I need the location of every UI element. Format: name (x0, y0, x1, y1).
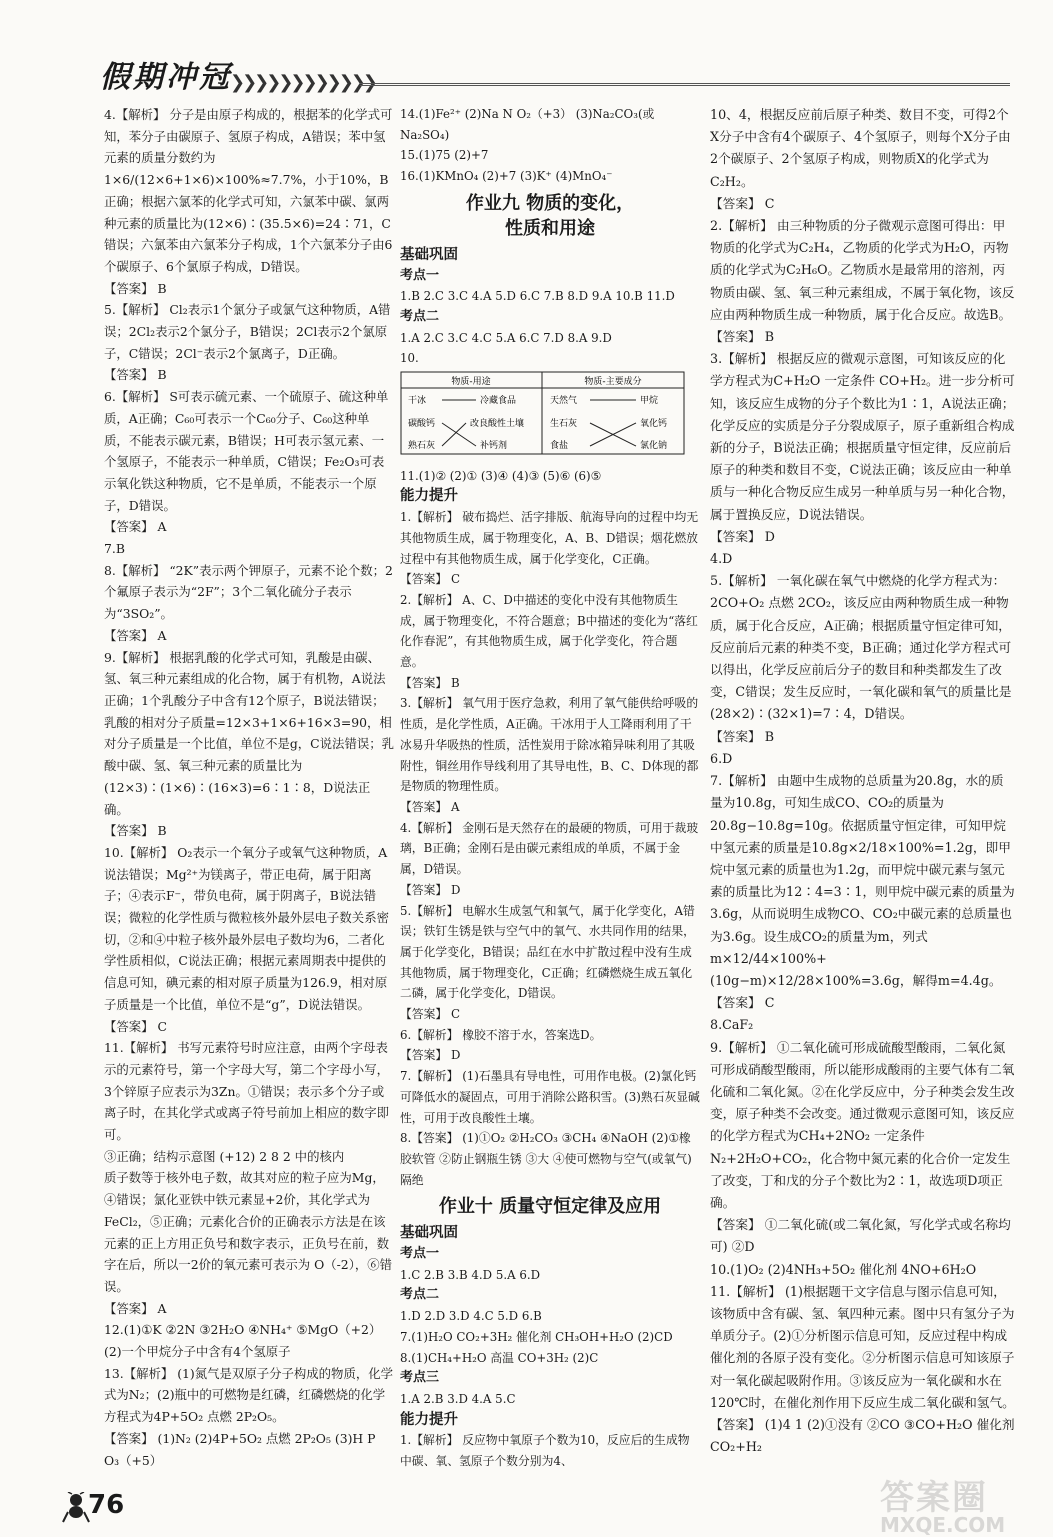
watermark-logo-text: 答案圈 (880, 1478, 988, 1518)
paragraph: 质子数等于核外电子数，故其对应的粒子应为Mg，④错误；氯化亚铁中铁元素显+2价，其化学式为FeCl₂，⑤正确；元素化合价的正确表示方法是在该元素的正上方用正负号和数字表示，正负号在前，数字在后，所以一2价的氧元素可表示为 O（-2），⑥错误。 (104, 1170, 393, 1294)
paragraph: 7.(1)H₂O CO₂+3H₂ 催化剂 CH₃OH+H₂O (2)CD (400, 1329, 673, 1344)
subsection-heading: 能力提升 (400, 1411, 458, 1428)
kaodian-label: 考点三 (400, 1370, 440, 1386)
answer: 【答案】 C (710, 195, 775, 211)
answer: 【答案】 B (104, 823, 167, 839)
paragraph: 11.(1)② (2)① (3)④ (4)③ (5)⑥ (6)⑤ (400, 468, 602, 483)
paragraph: 15.(1)75 (2)+7 (400, 148, 489, 163)
paragraph: 5.【解析】 一氧化碳在氧气中燃烧的化学方程式为：2CO+O₂ 点燃 2CO₂，该反应由两种物质生成一种物质，属于化合反应，A正确；根据质量守恒定律可知，反应前后元素的种类不变，B正确；通过化学方程式可以得出，化学反应前后分子的数目和种类都发生了改变，C错误；发生反应时，一氧化碳和氧气的质量比是(28×2)∶(32×1)=7∶4，D错误。 (710, 573, 1012, 722)
table-cell: 甲烷 (640, 396, 659, 407)
answer: 【答案】 ①二氧化硫(或二氧化氮，写化学式或名称均可) ②D (710, 1217, 1011, 1255)
table-cell: 天然气 (550, 396, 578, 407)
paragraph: 14.(1)Fe²⁺ (2)Na N O₂（+3） (3)Na₂CO₃(或Na₂SO₄) (400, 107, 655, 142)
matching-table (400, 371, 685, 455)
subsection-heading: 基础巩固 (400, 246, 458, 263)
brand-title: 假期冲冠 (100, 60, 232, 95)
paragraph: 11.【解析】 书写元素符号时应注意，由两个字母表示的元素符号，第一个字母大写，第二个字母小写，3个锌原子应表示为3Zn。①错误；表示多个分子或离子时，在其化学式或离子符号前加上相应的数字即可。 (104, 1040, 389, 1143)
paragraph: 1.【解析】 破布捣烂、活字排版、航海导向的过程中均无其他物质生成，属于物理变化，A、B、D错误；烟花燃放过程中有其他物质生成，属于化学变化，C正确。 (400, 510, 699, 566)
table-cell: 碳酸钙 (408, 419, 436, 430)
paragraph: 5.【解析】 Cl₂表示1个氯分子或氯气这种物质，A错误；2Cl₂表示2个氯分子，B错误；2Cl表示2个氯原子，C错误；2Cl⁻表示2个氯离子，D正确。 (104, 302, 391, 361)
paragraph: 7.【解析】 由题中生成物的总质量为20.8g，水的质量为10.8g，可知生成CO、CO₂的质量为20.8g−10.8g=10g。依据质量守恒定律，可知甲烷中氢元素的质量是10.8g×2/18×100%=1.2g，即甲烷中氢元素的质量也为1.2g，而甲烷中碳元素与氢元素的质量比为12∶4=3∶1，则甲烷中碳元素的质量为3.6g，从而说明生成物CO、CO₂中碳元素的总质量也为3.6g。设生成CO₂的质量为m，列式 m×12/44×100%+(10g−m)×12/28×100%=3.6g，解得m=4.4g。 (710, 773, 1015, 988)
kaodian-label: 考点二 (400, 1287, 440, 1303)
answers-line: 1.C 2.B 3.B 4.D 5.A 6.D (400, 1267, 541, 1282)
answer: 【答案】 A (104, 627, 167, 643)
paragraph: 1.【解析】 反应物中氧原子个数为10，反应后的生成物中碳、氧、氢原子个数分别为4、 (400, 1433, 690, 1469)
subsection-heading: 能力提升 (400, 488, 458, 505)
paragraph: 4.D (710, 551, 733, 567)
answer: 【答案】 B (104, 367, 167, 383)
answer: 【答案】 D (400, 1048, 461, 1063)
answer: 【答案】 B (710, 728, 775, 744)
answers-line: 1.A 2.C 3.C 4.C 5.A 6.C 7.D 8.A 9.D (400, 330, 612, 345)
page-header (0, 0, 1053, 104)
paragraph: 3.【解析】 根据反应的微观示意图，可知该反应的化学方程式为C+H₂O 一定条件 CO+H₂。进一步分析可知，该反应生成物的分子个数比为1∶1，A说法正确；化学反应的实质是分子分裂成原子，原子重新组合构成新的分子，B说法正确；根据质量守恒定律，反应前后原子的种类和数目不变，C说法正确；该反应由一种单质与一种化合物反应生成另一种单质与另一种化合物，属于置换反应，D说法错误。 (710, 351, 1015, 522)
paragraph: 8.CaF₂ (710, 1017, 754, 1033)
answers-line: 1.D 2.D 3.D 4.C 5.D 6.B (400, 1309, 542, 1324)
table-right-header: 物质-主要成分 (584, 377, 642, 388)
paragraph: 16.(1)KMnO₄ (2)+7 (3)K⁺ (4)MnO₄⁻ (400, 169, 613, 184)
page-number: 76 (88, 1490, 125, 1520)
answer: 【答案】 A (104, 1300, 167, 1316)
kaodian-label: 考点一 (400, 1246, 440, 1262)
paragraph: 8.(1)CH₄+H₂O 高温 CO+3H₂ (2)C (400, 1350, 599, 1365)
column-right (710, 104, 1019, 1458)
answers-line: 1.A 2.B 3.D 4.A 5.C (400, 1391, 516, 1406)
answer: 【答案】 D (400, 882, 461, 897)
answer: 【答案】 B (400, 675, 460, 690)
table-cell: 氧化钙 (640, 419, 668, 430)
table-cell: 食盐 (550, 441, 569, 452)
paragraph: 3.【解析】 氧气用于医疗急救，利用了氧气能供给呼吸的性质，是化学性质，A正确。干冰用于人工降雨利用了干冰易升华吸热的性质，活性炭用于除冰箱异味利用了其吸附性，铜丝用作导线利用了其导电性，B、C、D体现的都是物质的物理性质。 (400, 696, 699, 794)
answer: 【答案】 C (400, 572, 460, 587)
paragraph: 8.【解析】 “2K”表示两个钾原子，元素不论个数；2个氟原子表示为“2F”；3个二氧化硫分子表示为“3SO₂”。 (104, 562, 393, 622)
table-cell: 氯化钠 (640, 441, 668, 452)
table-cell: 冷藏食品 (480, 396, 517, 407)
table-cell: 熟石灰 (408, 441, 436, 452)
answer: 【答案】 C (710, 995, 775, 1011)
table-left-header: 物质-用途 (451, 377, 491, 388)
paragraph: 12.(1)①K ②2N ③2H₂O ④NH₄⁺ ⑤MgO（+2） (2)一个甲烷分子中含有4个氢原子 (104, 1322, 386, 1360)
question-number: 10. (400, 351, 419, 366)
section-title-10: 作业十 质量守恒定律及应用 (438, 1196, 662, 1218)
section-title-9: 作业九 物质的变化， 性质和用途 (465, 192, 635, 239)
answer: 【答案】 C (400, 1007, 460, 1022)
kaodian-label: 考点一 (400, 267, 440, 283)
paragraph: 10.【解析】 O₂表示一个氧分子或氧气这种物质，A说法错误；Mg²⁺为镁离子，带正电荷，属于阳离子；④表示F⁻，带负电荷，属于阴离子，B说法错误；微粒的化学性质与微粒核外最外层电子数关系密切，②和④中粒子核外最外层电子数均为6，二者化学性质相似，C说法正确；根据元素周期表中提供的信息可知，碘元素的相对原子质量为126.9，相对原子质量是一个比值，单位不是“g”，D说法错误。 (104, 844, 389, 1012)
answer: 【答案】 (1)N₂ (2)4P+5O₂ 点燃 2P₂O₅ (3)H P O₃（+5） (104, 1430, 380, 1468)
paragraph: 2.【解析】 由三种物质的分子微观示意图可得出：甲物质的化学式为C₂H₄，乙物质的化学式为H₂O，丙物质的化学式为C₂H₆O。乙物质水是最常用的溶剂，丙物质由碳、氢、氧三种元素组成，不属于氧化物，该反应由两种物质生成一种物质，属于化合反应。故选B。 (710, 218, 1015, 322)
ant-mascot-icon (62, 1492, 90, 1526)
watermark (880, 1470, 1040, 1537)
column-middle (400, 104, 700, 1472)
answer: 【答案】 A (104, 519, 167, 535)
answer: 【答案】 A (400, 799, 460, 814)
answer: 【答案】 (1)4 1 (2)①没有 ②CO ③CO+H₂O 催化剂 CO₂+H₂ (710, 1416, 1019, 1455)
answer: 【答案】 C (104, 1018, 167, 1034)
watermark-url: MXQE.COM (880, 1513, 1006, 1537)
paragraph: 4.【解析】 金刚石是天然存在的最硬的物质，可用于裁玻璃，B正确；金刚石是由碳元素组成的单质，不属于金属，D错误。 (400, 820, 699, 877)
kaodian-label: 考点二 (400, 308, 440, 324)
paragraph: 9.【解析】 ①二氧化硫可形成硫酸型酸雨，二氧化氮可形成硝酸型酸雨，所以能形成酸雨的主要气体有二氧化硫和二氧化氮。②在化学反应中，分子种类会发生改变，原子种类不会改变。通过微观示意图可知，该反应的化学方程式为CH₄+2NO₂ 一定条件 N₂+2H₂O+CO₂，化合物中氮元素的化合价一定发生了改变，丁和戊的分子个数比为2∶1，故选项D项正确。 (710, 1039, 1015, 1210)
table-cell: 干冰 (408, 396, 427, 407)
paragraph: 6.【解析】 橡胶不溶于水，答案选D。 (400, 1027, 602, 1042)
table-cell: 补钙剂 (480, 441, 508, 452)
subsection-heading: 基础巩固 (400, 1225, 458, 1242)
answer: 【答案】 B (710, 329, 775, 345)
paragraph: ③正确；结构示意图 (+12) 2 8 2 中的核内 (104, 1148, 345, 1164)
paragraph: 13.【解析】 (1)氮气是双原子分子构成的物质，化学式为N₂；(2)瓶中的可燃物是红磷，红磷燃烧的化学方程式为4P+5O₂ 点燃 2P₂O₅。 (104, 1365, 394, 1425)
table-cell: 生石灰 (550, 419, 578, 430)
answer: 【答案】 B (104, 280, 167, 296)
paragraph: 11.【解析】 (1)根据题干文字信息与图示信息可知，该物质中含有碳、氢、氧四种元素。图中只有氢分子为单质分子。(2)①分析图示信息可知，反应过程中构成催化剂的各原子没有变化。②分析图示信息可知该原子对一氧化碳起吸附作用。③该反应为一氧化碳和水在120℃时，在催化剂作用下反应生成二氧化碳和氢气。 (710, 1283, 1015, 1410)
paragraph: 7.【解析】 (1)石墨具有导电性，可用作电极。(2)氯化钙可降低水的凝固点，可用于消除公路积雪。(3)熟石灰显碱性，可用于改良酸性土壤。 (400, 1069, 700, 1125)
paragraph: 5.【解析】 电解水生成氢气和氧气，属于化学变化，A错误；铁钉生锈是铁与空气中的氧气、水共同作用的结果，属于化学变化，B错误；品红在水中扩散过程中没有生成其他物质，属于物理变化，C正确；红磷燃烧生成五氧化二磷，属于化学变化，D错误。 (400, 903, 695, 1001)
paragraph: 7.B (104, 541, 125, 557)
header-chevrons: ❯❯❯❯❯❯❯❯❯❯❯❯ (230, 72, 375, 93)
paragraph: 4.【解析】 分子是由原子构成的，根据苯的化学式可知，苯分子由碳原子、氢原子构成，A错误；苯中氢元素的质量分数约为 1×6/(12×6+1×6)×100%≈7.7%，小于10%，B正确；根据六氯苯的化学式可知，六氯苯中碳、氯两种元素的质量比为(12×6)∶(35.5×6)=24∶71，C错误；六氯苯由六氯苯分子构成，1个六氯苯分子由6个碳原子、6个氯原子构成，D错误。 (104, 107, 393, 274)
answer: 【答案】 D (710, 528, 775, 544)
paragraph: 9.【解析】 根据乳酸的化学式可知，乳酸是由碳、氢、氧三种元素组成的化合物，属于有机物，A说法正确；1个乳酸分子中含有12个原子，B说法错误；乳酸的相对分子质量=12×3+1×6+16×3=90，相对分子质量是一个比值，单位不是g，C说法错误；乳酸中碳、氢、氧三种元素的质量比为(12×3)∶(1×6)∶(16×3)=6∶1∶8，D说法正确。 (104, 649, 395, 817)
paragraph: 6.【解析】 S可表示硫元素、一个硫原子、硫这种单质，A正确；C₆₀可表示一个C₆₀分子、C₆₀这种单质，不能表示碳元素，B错误；H可表示氢元素、一个氢原子，不能表示一种单质，C错误；Fe₂O₃可表示氧化铁这种物质，它不是单质，不能表示一个原子，D错误。 (104, 389, 389, 513)
answer: 8.【答案】 (1)①O₂ ②H₂CO₃ ③CH₄ ④NaOH (2)①橡胶软管 ②防止钢瓶生锈 ③大 ④使可燃物与空气(或氧气)隔绝 (400, 1131, 692, 1187)
answers-line: 1.B 2.C 3.C 4.A 5.D 6.C 7.B 8.D 9.A 10.B 11.D (400, 289, 675, 304)
header-rule (360, 83, 1010, 86)
column-left (104, 104, 394, 1471)
paragraph: 2.【解析】 A、C、D中描述的变化中没有其他物质生成，属于物理变化，不符合题意；B中描述的变化为“落红化作春泥”，有其他物质生成，属于化学变化，符合题意。 (400, 592, 698, 670)
paragraph: 6.D (710, 750, 733, 766)
paragraph: 10、4，根据反应前后原子种类、数目不变，可得2个X分子中含有4个碳原子、4个氢原子，则每个X分子由2个碳原子、2个氢原子构成，则物质X的化学式为C₂H₂。 (710, 107, 1011, 189)
table-cell: 改良酸性土壤 (470, 419, 525, 430)
paragraph: 10.(1)O₂ (2)4NH₃+5O₂ 催化剂 4NO+6H₂O (710, 1261, 977, 1277)
